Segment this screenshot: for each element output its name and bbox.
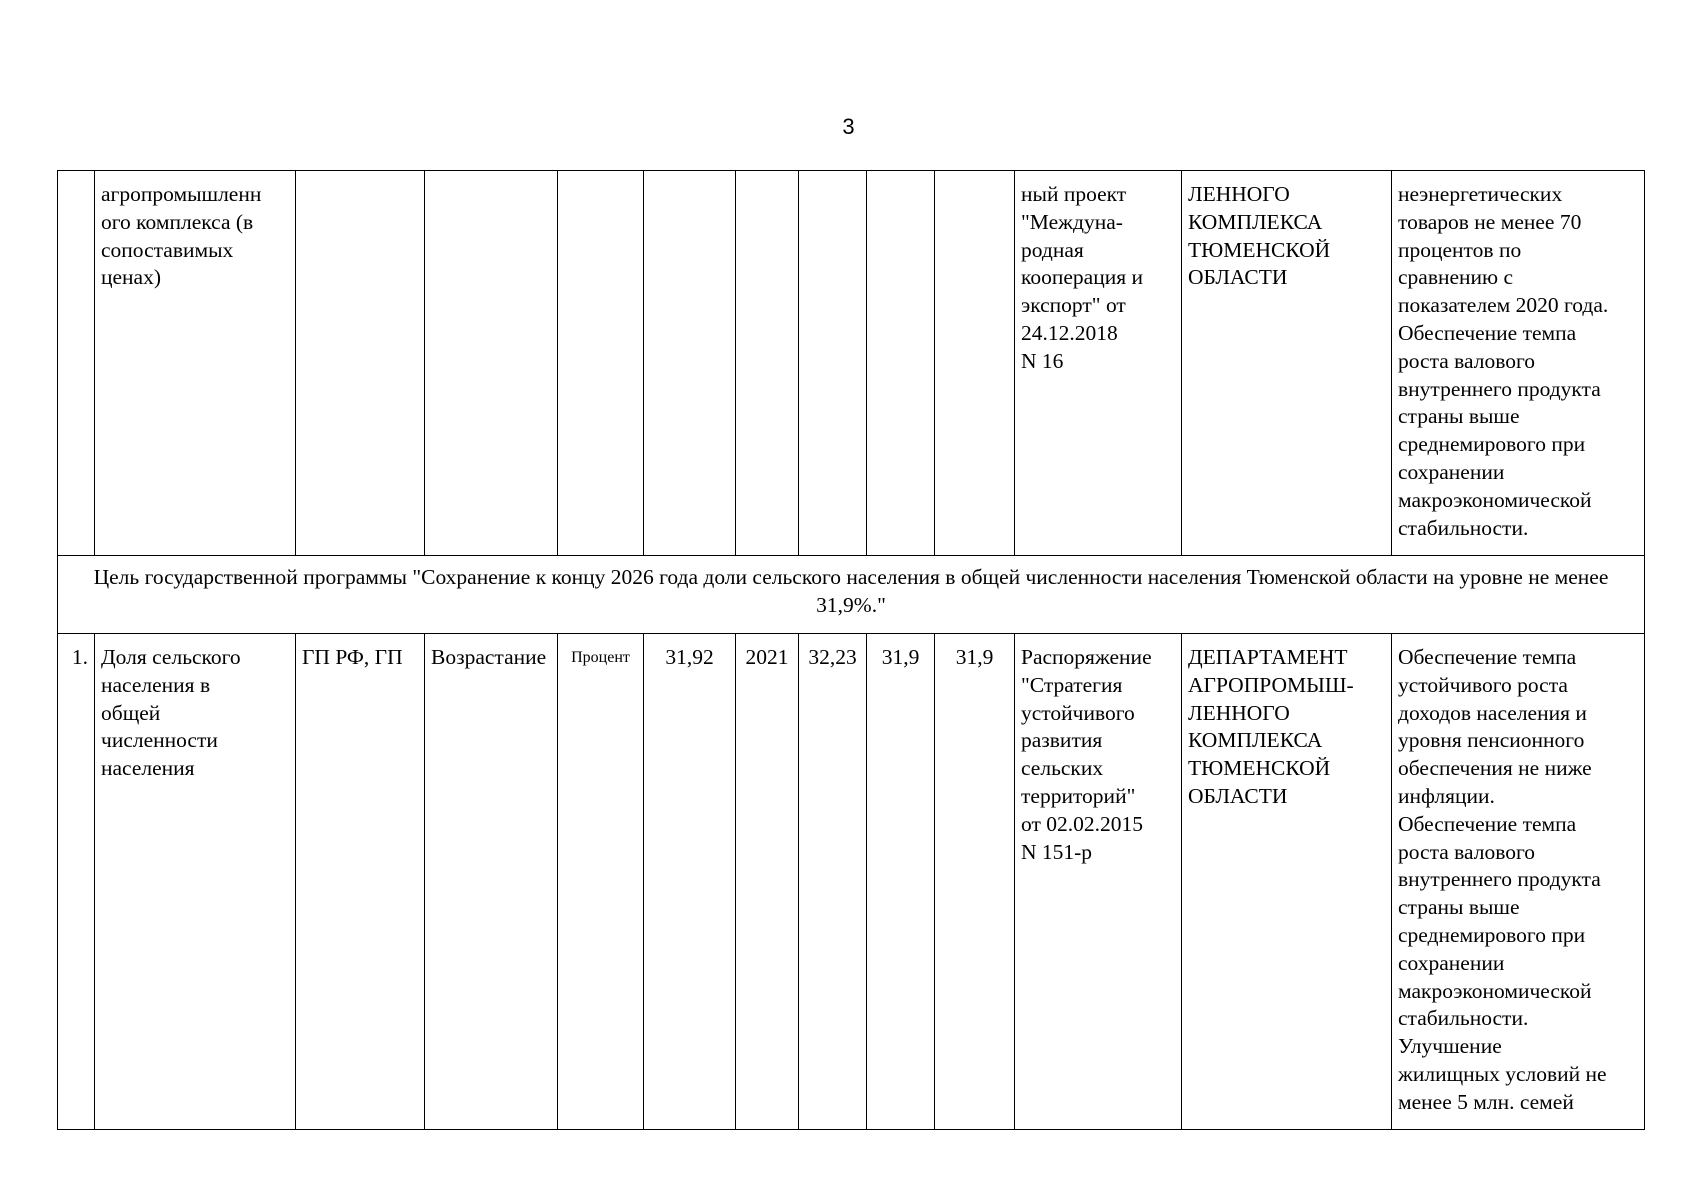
cell-value-3 — [935, 171, 1015, 556]
cell-number — [58, 171, 95, 556]
cell-value-1: 32,23 — [799, 634, 867, 1130]
cell-indicator-name: агропромышленн ого комплекса (в сопоставимых ценах) — [95, 171, 296, 556]
cell-unit — [558, 171, 644, 556]
cell-level: ГП РФ, ГП — [296, 634, 425, 1130]
indicators-table — [57, 170, 1645, 1130]
table-row-1 — [58, 634, 1645, 1130]
cell-base-year — [736, 171, 799, 556]
cell-responsible: ЛЕННОГО КОМПЛЕКСА ТЮМЕНСКОЙ ОБЛАСТИ — [1182, 171, 1392, 556]
cell-link: Обеспечение темпа устойчивого роста доходов населения и уровня пенсионного обеспечения не ниже инфляции. Обеспечение темпа роста валового внутреннего продукта страны выше среднемирового при сохранении макроэкономической стабильности. Улучшение жилищных условий не менее 5 млн. семей — [1392, 634, 1645, 1130]
cell-base-value — [644, 171, 736, 556]
page-number: 3 — [842, 114, 855, 139]
cell-link: неэнергетических товаров не менее 70 процентов по сравнению с показателем 2020 года. Обеспечение темпа роста валового внутреннего продукта страны выше среднемирового при сохранении макроэкономической стабильности. — [1392, 171, 1645, 556]
cell-level — [296, 171, 425, 556]
cell-value-1 — [799, 171, 867, 556]
table-row-continued — [58, 171, 1645, 556]
cell-document: ный проект "Междуна- родная кооперация и экспорт" от 24.12.2018 N 16 — [1015, 171, 1182, 556]
cell-unit: Процент — [558, 634, 644, 1130]
cell-value-2: 31,9 — [867, 634, 935, 1130]
cell-trend: Возрастание — [425, 634, 558, 1130]
cell-value-2 — [867, 171, 935, 556]
cell-responsible: ДЕПАРТАМЕНТ АГРОПРОМЫШ- ЛЕННОГО КОМПЛЕКСА ТЮМЕНСКОЙ ОБЛАСТИ — [1182, 634, 1392, 1130]
cell-indicator-name: Доля сельского населения в общей численности населения — [95, 634, 296, 1130]
cell-base-value: 31,92 — [644, 634, 736, 1130]
table-row-goal — [58, 556, 1645, 634]
cell-base-year: 2021 — [736, 634, 799, 1130]
cell-document: Распоряжение "Стратегия устойчивого развития сельских территорий" от 02.02.2015 N 151-р — [1015, 634, 1182, 1130]
cell-trend — [425, 171, 558, 556]
cell-value-3: 31,9 — [935, 634, 1015, 1130]
goal-text: Цель государственной программы "Сохранение к концу 2026 года доли сельского населения в общей численности населения Тюменской области на уровне не менее 31,9%." — [58, 556, 1645, 634]
cell-number: 1. — [58, 634, 95, 1130]
